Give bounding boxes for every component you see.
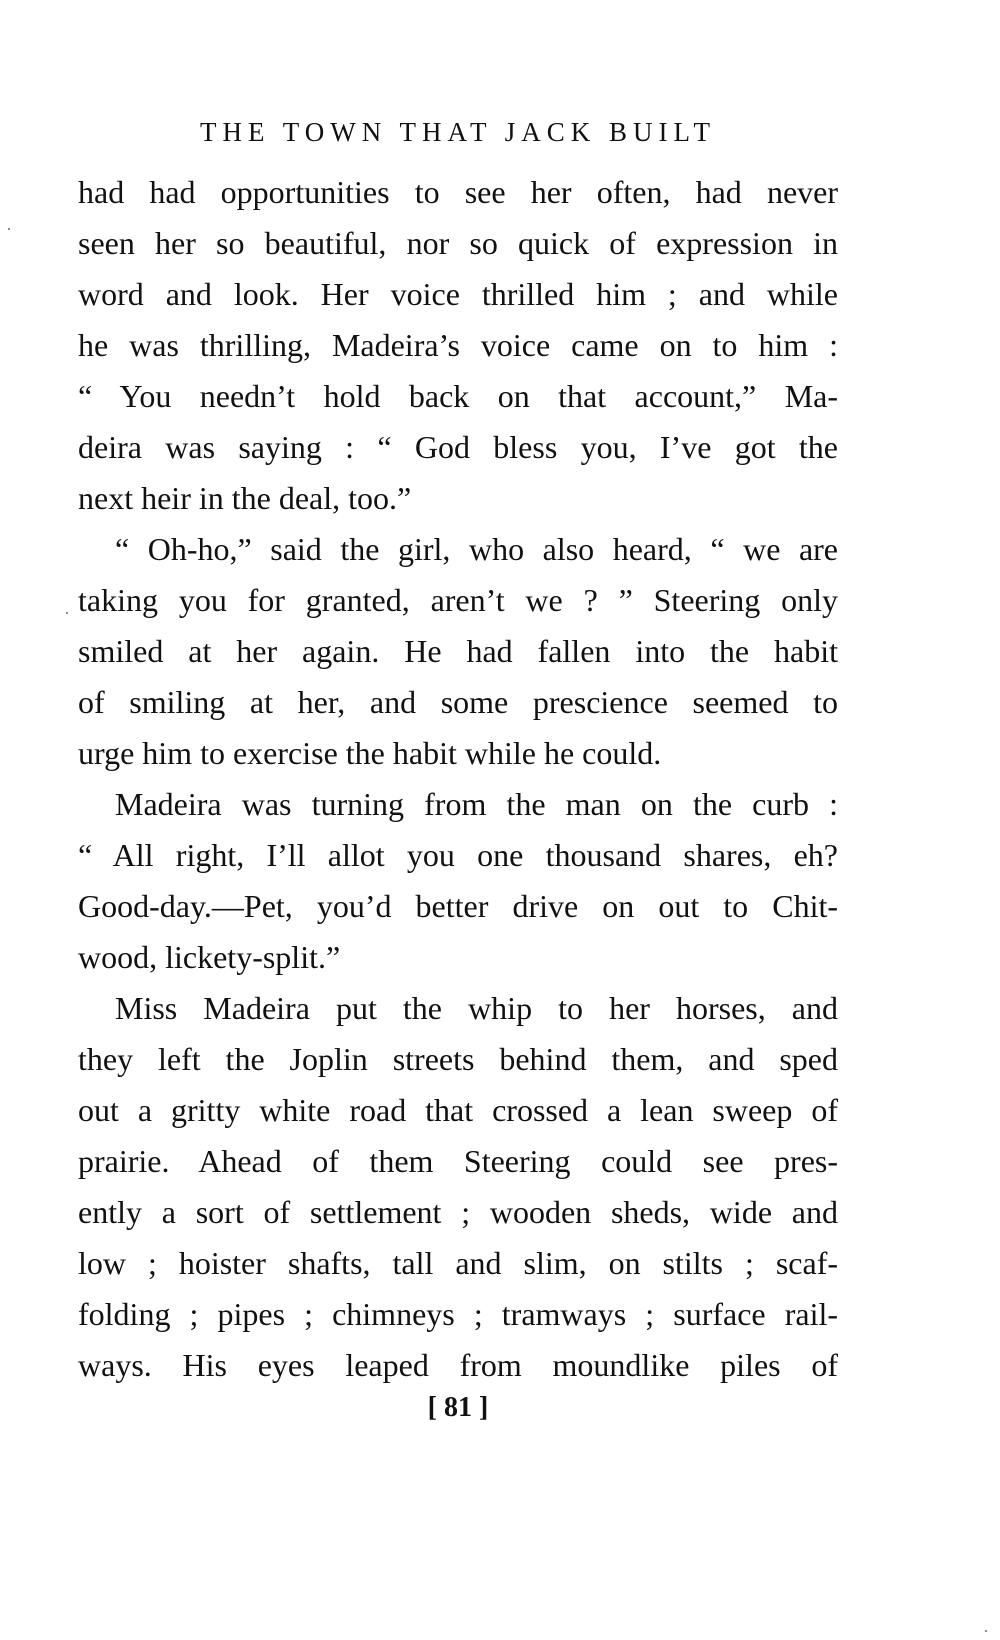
text-line: wood, lickety-split.” [78,939,341,975]
text-line: urge him to exercise the habit while he could. [78,735,662,771]
text-line: deira was saying : “ God bless you, I’ve got the [78,429,838,465]
text-line: Good-day.—Pet, you’d better drive on out to Chit- [78,888,838,924]
text-line: low ; hoister shafts, tall and slim, on stilts ; scaf- [78,1245,838,1281]
text-line: folding ; pipes ; chimneys ; tramways ; surface rail- [78,1296,838,1332]
text-line: ways. His eyes leaped from moundlike piles of [78,1347,838,1383]
scan-speck [66,612,68,614]
text-line: Miss Madeira put the whip to her horses, and [115,990,838,1026]
body-text [78,167,838,1391]
text-line: had had opportunities to see her often, had never [78,174,838,210]
text-line: taking you for granted, aren’t we ? ” Steering only [78,582,838,618]
scan-speck [8,228,10,230]
scan-speck [985,1630,987,1632]
text-line: next heir in the deal, too.” [78,480,412,516]
text-line: smiled at her again. He had fallen into the habit [78,633,838,669]
text-line: ently a sort of settlement ; wooden sheds, wide and [78,1194,838,1230]
text-line: word and look. Her voice thrilled him ; and while [78,276,838,312]
text-line: “ Oh-ho,” said the girl, who also heard, “ we are [115,531,838,567]
text-line: “ All right, I’ll allot you one thousand shares, eh? [78,837,838,873]
text-line: out a gritty white road that crossed a lean sweep of [78,1092,838,1128]
text-line: he was thrilling, Madeira’s voice came on to him : [78,327,838,363]
text-line: seen her so beautiful, nor so quick of expression in [78,225,838,261]
text-line: prairie. Ahead of them Steering could see pres- [78,1143,838,1179]
text-line: of smiling at her, and some prescience seemed to [78,684,838,720]
text-line: “ You needn’t hold back on that account,” Ma- [78,378,838,414]
text-line: Madeira was turning from the man on the curb : [115,786,838,822]
text-line: they left the Joplin streets behind them, and sped [78,1041,838,1077]
running-head: THE TOWN THAT JACK BUILT [199,117,716,147]
page-number: [ 81 ] [427,1392,489,1423]
